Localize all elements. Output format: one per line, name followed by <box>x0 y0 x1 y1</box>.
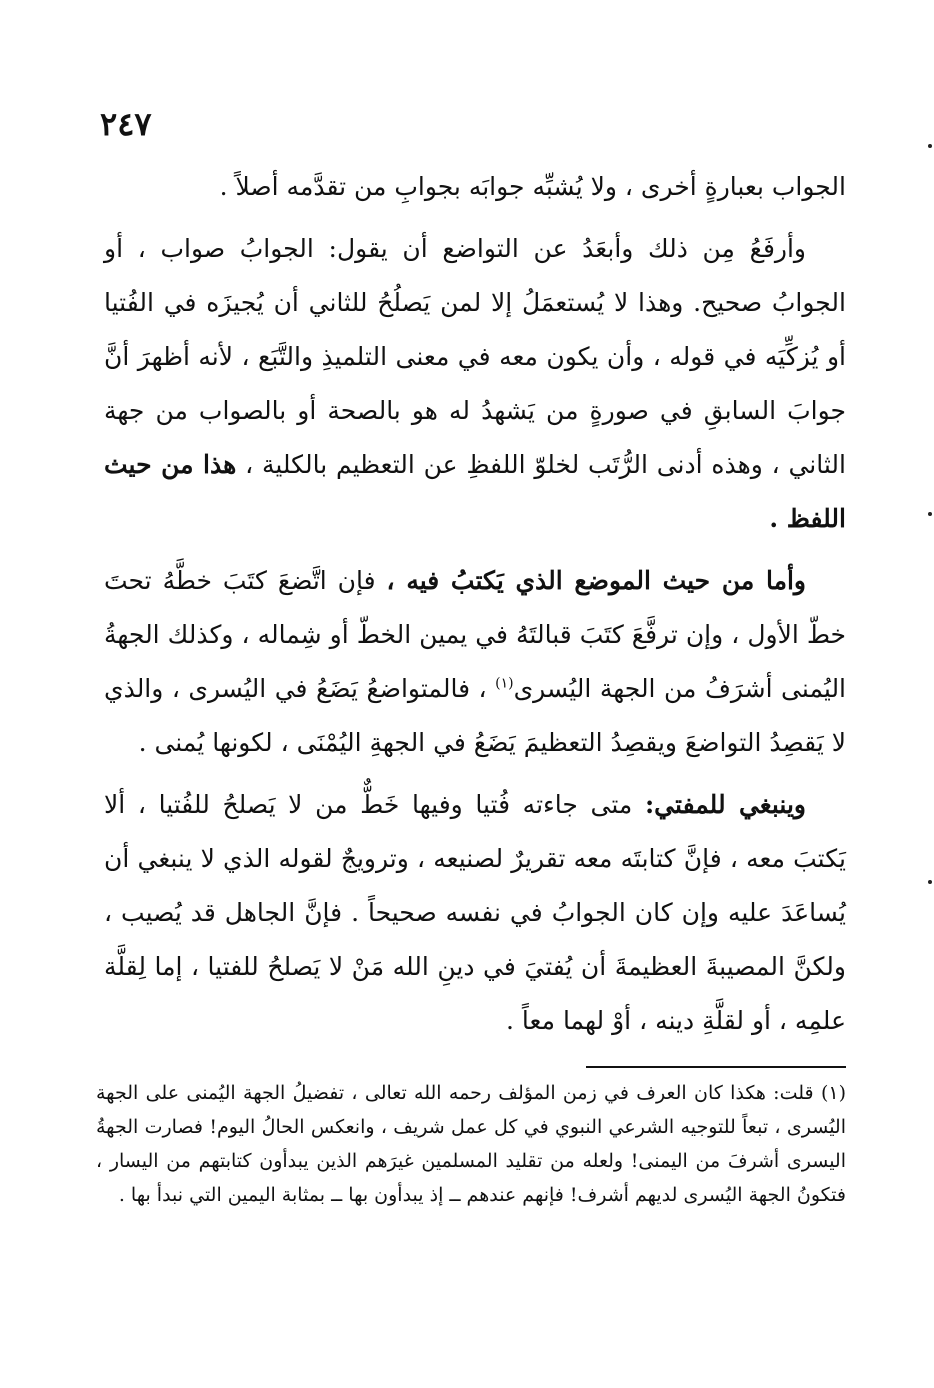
paragraph-1-text: الجواب بعبارةٍ أخرى ، ولا يُشبِّه جوابَه بجوابِ من تقدَّمه أصلاً . <box>219 172 846 201</box>
paragraph-3-lead: وأما من حيث الموضع الذي يَكتبُ فيه ، <box>386 566 806 595</box>
paragraph-1 <box>104 160 846 214</box>
main-text <box>104 160 846 1056</box>
footnote-reference-mark: (١) <box>495 675 514 692</box>
paragraph-3-text-a: فإن اتَّضعَ كتَبَ خطَّهُ تحتَ خطّ الأول ، وإن ترفَّعَ كتَبَ قبالتَهُ في يمين الخطّ أو شِماله ، وكذلك الجهةُ اليُمنى أشرَفُ من الجهة اليُسرى <box>104 566 847 703</box>
footnotes <box>96 1076 846 1212</box>
paragraph-3 <box>104 554 846 770</box>
footnote-divider <box>586 1066 846 1068</box>
page-number: ٢٤٧ <box>100 105 152 143</box>
paragraph-3-text-b: ، فالمتواضعُ يَضَعُ في اليُسرى ، والذي لا يَقصِدُ التواضعَ ويقصِدُ التعظيمَ يَضَعُ في الجهةِ اليُمْنَى ، لكونها يُمنى . <box>104 674 846 757</box>
paragraph-4 <box>104 778 846 1048</box>
margin-speck <box>928 880 932 884</box>
margin-speck <box>928 512 932 516</box>
footnote-text: قلت: هكذا كان العرف في زمن المؤلف رحمه الله تعالى ، تفضيلُ الجهة اليُمنى على الجهة اليُسرى ، تبعاً للتوجيه الشرعي النبوي في كل عمل شريف ، وانعكس الحالُ اليوم! فصارت الجهةُ اليسرى أشرفَ من اليمنى! ولعله من تقليد المسلمين غيرَهم الذين يبدأون كتابتهم من اليسار ، فتكونُ الجهة اليُسرى لديهم أشرف! فإنهم عندهم ــ إذ يبدأون بها ــ بمثابة اليمين التي نبدأ بها . <box>96 1082 846 1206</box>
paragraph-2-text: وأرفَعُ مِن ذلك وأبعَدُ عن التواضع أن يقول: الجوابُ صواب ، أو الجوابُ صحيح. وهذا لا يُستعمَلُ إلا لمن يَصلُحُ للثاني أن يُجيزَه في الفُتيا أو يُزكِّيَه في قوله ، وأن يكون معه في معنى التلميذِ والتَّبَع ، لأنه أظهرَ أنَّ جوابَ السابقِ في صورةٍ من يَشهدُ له هو بالصحة أو بالصواب من جهة الثاني ، وهذه أدنى الرُّتَب لخلوّ اللفظِ عن التعظيم بالكلية ، <box>104 234 846 479</box>
footnote-1 <box>96 1076 846 1212</box>
footnote-number: (١) <box>820 1082 846 1104</box>
paragraph-4-text: متى جاءته فُتيا وفيها خَطٌّ من لا يَصلحُ للفُتيا ، ألا يَكتبَ معه ، فإنَّ كتابتَه معه تقريرٌ لصنيعه ، وترويجٌ لقوله الذي لا ينبغي أن يُساعَدَ عليه وإن كان الجوابُ في نفسه صحيحاً . فإنَّ الجاهل قد يُصيب ، ولكنَّ المصيبةَ العظيمةَ أن يُفتيَ في دينِ الله مَنْ لا يَصلحُ للفتيا ، إما لِقلَّة علمِه ، أو لقلَّةِ دينه ، أوْ لهما معاً . <box>104 790 846 1035</box>
paragraph-4-lead: وينبغي للمفتي: <box>644 790 806 819</box>
margin-speck <box>928 144 932 148</box>
paragraph-2-bold-tail: هذا من حيث اللفظ . <box>104 450 846 533</box>
paragraph-2 <box>104 222 846 546</box>
